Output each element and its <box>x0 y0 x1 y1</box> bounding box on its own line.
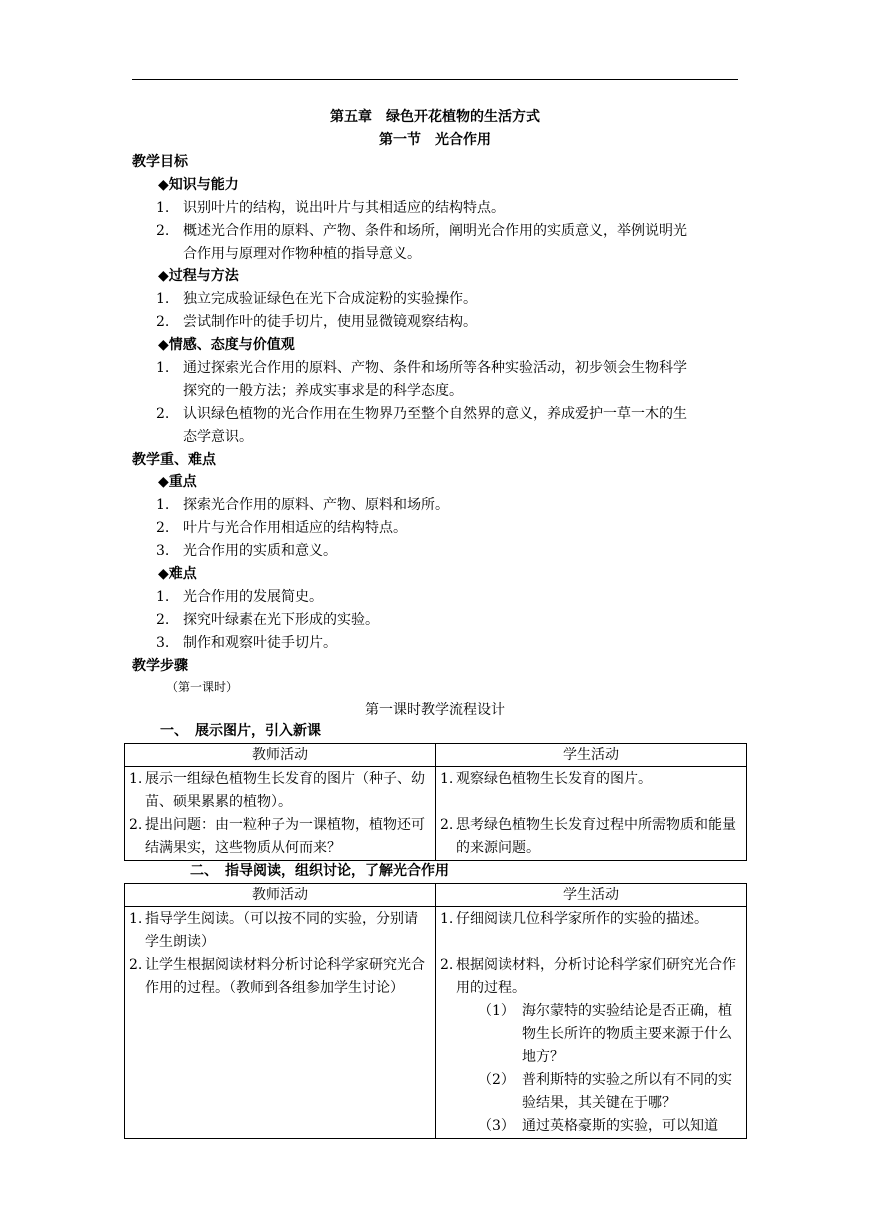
header-rule <box>132 79 738 80</box>
part2-student-item <box>436 954 746 1000</box>
process-item-2: 尝试制作叶的徒手切片，使用显微镜观察结构。 <box>183 314 477 330</box>
part1-student-item <box>436 814 740 860</box>
difficult-item-2: 探究叶绿素在光下形成的实验。 <box>183 612 379 628</box>
part1-heading: 一、 展示图片，引入新课 <box>160 723 321 739</box>
difficult-item-3-num: 3. <box>156 635 170 651</box>
important-item-1: 探索光合作用的原料、产物、原料和场所。 <box>183 497 449 513</box>
difficult-item-1-num: 1. <box>156 589 170 605</box>
steps-heading: 教学步骤 <box>132 658 188 674</box>
part1-student-item-2-text: 思考绿色植物生长发育过程中所需物质和能量的来源问题。 <box>456 817 736 856</box>
part2-student-header: 学生活动 <box>436 884 747 907</box>
part1-teacher-item-1-text: 展示一组绿色植物生长发育的图片（种子、幼苗、硕果累累的植物）。 <box>145 771 425 810</box>
important-item-3: 光合作用的实质和意义。 <box>183 543 337 559</box>
part2-table <box>124 883 747 1139</box>
emotion-item-1-num: 1. <box>156 360 170 376</box>
part2-student-subitem <box>436 1000 746 1069</box>
part2-student-item-2-text: 根据阅读材料，分析讨论科学家们研究光合作用的过程。 <box>456 957 736 996</box>
important-item-1-num: 1. <box>156 497 170 513</box>
part2-student-subitem-2-num: （2） <box>478 1072 515 1088</box>
part2-teacher-item-2-num: 2. <box>129 957 143 973</box>
part2-student-subitem-1-num: （1） <box>478 1003 515 1019</box>
emotion-item-1-line-2: 探究的一般方法；养成实事求是的科学态度。 <box>183 383 463 399</box>
knowledge-item-1: 识别叶片的结构，说出叶片与其相适应的结构特点。 <box>183 200 505 216</box>
objectives-heading: 教学目标 <box>132 154 188 170</box>
important-item-3-num: 3. <box>156 543 170 559</box>
part1-student-item <box>436 768 740 791</box>
part2-student-subitem-3-text: 通过英格豪斯的实验，可以知道 <box>522 1118 718 1134</box>
process-item-1-num: 1. <box>156 291 170 307</box>
part2-teacher-item <box>125 954 429 1000</box>
knowledge-heading: ◆知识与能力 <box>158 177 239 193</box>
section-title: 第一节 光合作用 <box>379 132 491 148</box>
knowledge-item-2-line-2: 合作用与原理对作物种植的指导意义。 <box>183 246 421 262</box>
emotion-item-1-line-1: 通过探索光合作用的原料、产物、条件和场所等各种实验活动，初步领会生物科学 <box>183 360 687 376</box>
part1-student-header: 学生活动 <box>436 744 747 767</box>
part2-student-subitem-1-text: 海尔蒙特的实验结论是否正确，植物生长所许的物质主要来源于什么地方？ <box>522 1003 732 1065</box>
part2-heading: 二、 指导阅读，组织讨论，了解光合作用 <box>190 863 449 879</box>
part1-teacher-item-2-text: 提出问题：由一粒种子为一课植物，植物还可结满果实，这些物质从何而来？ <box>145 817 425 856</box>
emotion-item-2-line-1: 认识绿色植物的光合作用在生物界乃至整个自然界的意义，养成爱护一草一木的生 <box>183 406 687 422</box>
part2-student-subitem-2-text: 普利斯特的实验之所以有不同的实验结果，其关键在于哪？ <box>522 1072 732 1111</box>
flow-title: 第一课时教学流程设计 <box>365 702 505 718</box>
difficult-heading: ◆难点 <box>158 566 197 582</box>
part2-student-subitem-3-num: （3） <box>478 1118 515 1134</box>
important-heading: ◆重点 <box>158 474 197 490</box>
part2-teacher-header: 教师活动 <box>125 884 436 907</box>
part1-student-item-1-num: 1. <box>440 771 454 787</box>
important-item-2: 叶片与光合作用相适应的结构特点。 <box>183 520 407 536</box>
part1-teacher-item <box>125 814 429 860</box>
knowledge-item-2-line-1: 概述光合作用的原料、产物、条件和场所，阐明光合作用的实质意义，举例说明光 <box>183 223 687 239</box>
part2-student-subitem <box>436 1115 746 1138</box>
part1-table <box>124 743 747 861</box>
part1-student-item-1-text: 观察绿色植物生长发育的图片。 <box>456 771 652 787</box>
process-item-2-num: 2. <box>156 314 170 330</box>
knowledge-item-1-num: 1. <box>156 200 170 216</box>
difficult-item-2-num: 2. <box>156 612 170 628</box>
part1-teacher-item <box>125 768 429 814</box>
process-heading: ◆过程与方法 <box>158 268 239 284</box>
lesson-label: （第一课时） <box>166 680 239 694</box>
part2-teacher-item-1-text: 指导学生阅读。（可以按不同的实验，分别请学生朗读） <box>145 911 418 950</box>
emotion-heading: ◆情感、态度与价值观 <box>158 337 295 353</box>
emotion-item-2-line-2: 态学意识。 <box>183 429 253 445</box>
part1-student-item-2-num: 2. <box>440 817 454 833</box>
part2-teacher-item-2-text: 让学生根据阅读材料分析讨论科学家研究光合作用的过程。（教师到各组参加学生讨论） <box>145 957 425 996</box>
chapter-title: 第五章 绿色开花植物的生活方式 <box>330 109 540 125</box>
part2-student-item <box>436 908 746 931</box>
process-item-1: 独立完成验证绿色在光下合成淀粉的实验操作。 <box>183 291 477 307</box>
emotion-item-2-num: 2. <box>156 406 170 422</box>
important-item-2-num: 2. <box>156 520 170 536</box>
part2-student-item-1-num: 1. <box>440 911 454 927</box>
part2-student-item-1-text: 仔细阅读几位科学家所作的实验的描述。 <box>456 911 708 927</box>
key-points-heading: 教学重、难点 <box>132 452 216 468</box>
part2-student-subitem <box>436 1069 746 1115</box>
knowledge-item-2-num: 2. <box>156 223 170 239</box>
part1-teacher-item-2-num: 2. <box>129 817 143 833</box>
part2-teacher-item-1-num: 1. <box>129 911 143 927</box>
difficult-item-1: 光合作用的发展简史。 <box>183 589 323 605</box>
part1-teacher-item-1-num: 1. <box>129 771 143 787</box>
part2-teacher-item <box>125 908 429 954</box>
difficult-item-3: 制作和观察叶徒手切片。 <box>183 635 337 651</box>
part1-teacher-header: 教师活动 <box>125 744 436 767</box>
part2-student-item-2-num: 2. <box>440 957 454 973</box>
